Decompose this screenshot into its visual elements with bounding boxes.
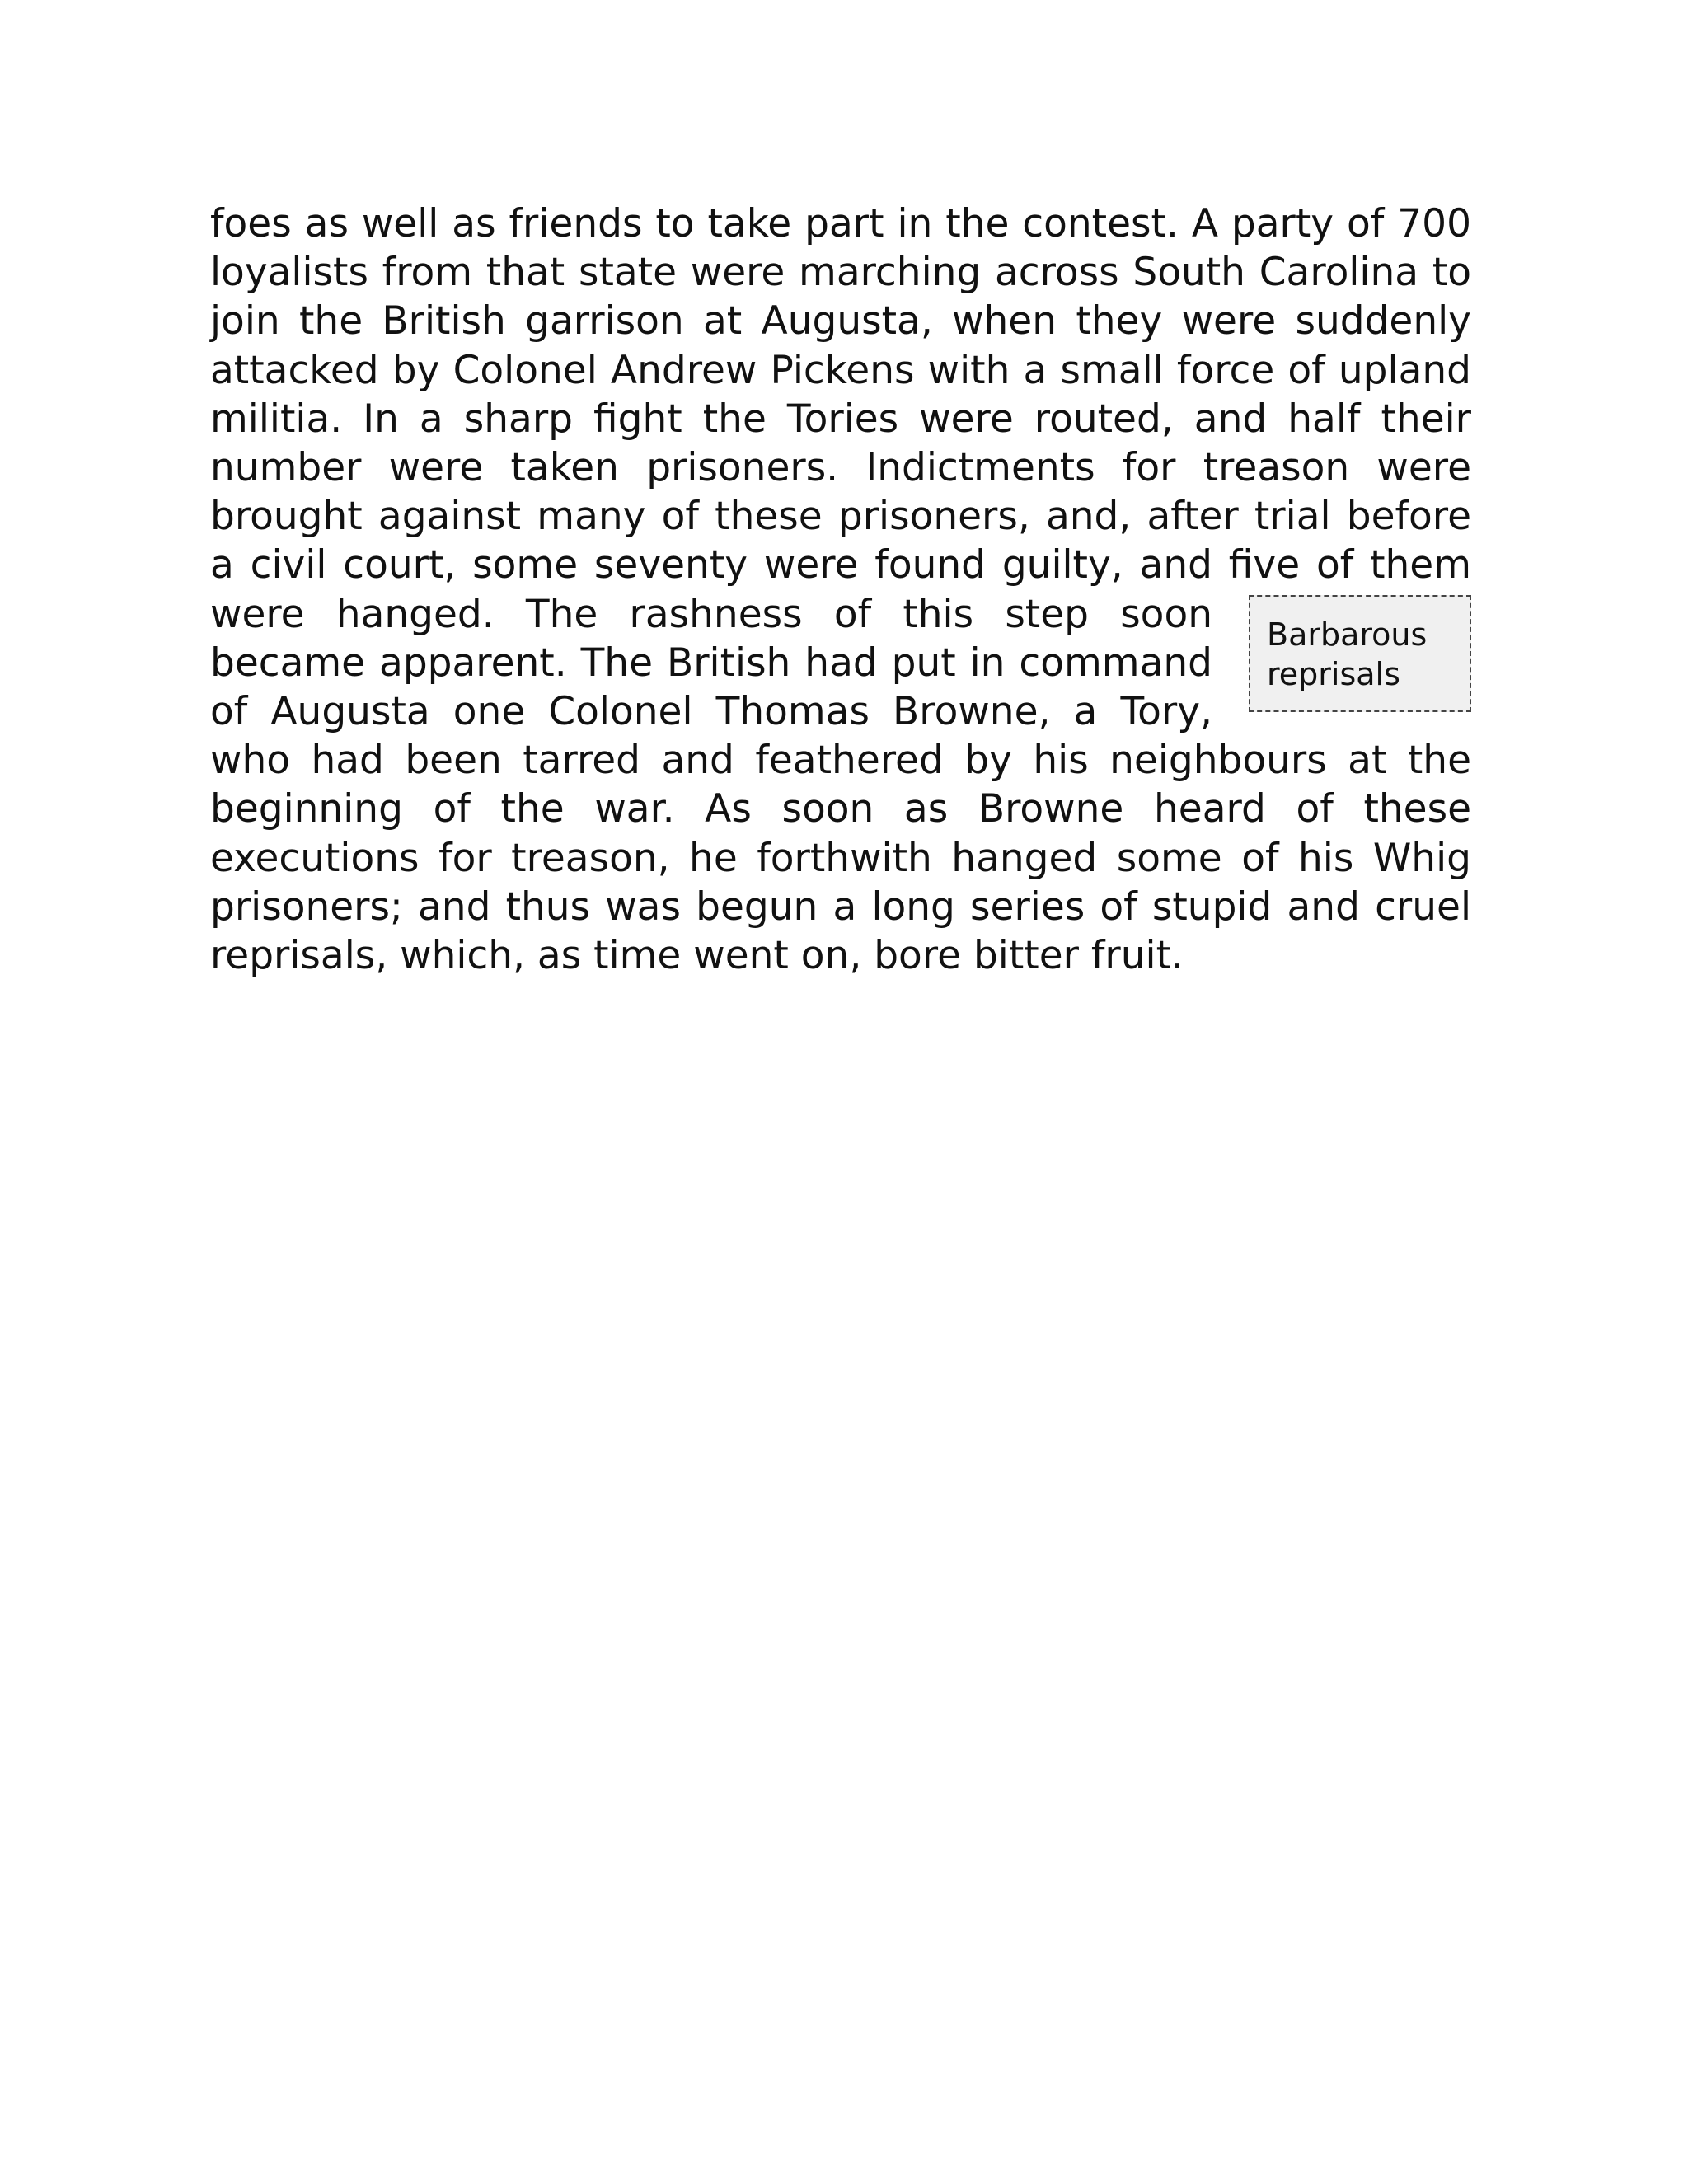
- paragraph-text-part2: this step soon became apparent. The British had put in command of Augusta one Colonel Thomas Browne, a Tory, who had been tarred and feathered by his neighbours at the beginning of the war. As soon as Browne heard of these executions for treason, he forthwith hanged some of his Whig prisoners; and thus was begun a long series of stupid and cruel reprisals, which, as time went on, bore bitter fruit.: [210, 591, 1471, 979]
- body-paragraph: [210, 199, 1471, 980]
- margin-note-line2: reprisals: [1267, 655, 1400, 692]
- margin-note: [1249, 595, 1471, 712]
- margin-note-line1: Barbarous: [1267, 616, 1428, 653]
- paragraph-text-part1: foes as well as friends to take part in the contest. A party of 700 loyalists from that state were marching across South Carolina to join the British garrison at Augusta, when they were suddenly attacked by Colonel Andrew Pickens with a small force of upland militia. In a sharp fight the Tories were routed, and half their number were taken prisoners. Indictments for treason were brought against many of these prisoners, and, after trial before a civil court, some seventy were found guilty, and five of them were hanged. The rashness of: [210, 201, 1471, 637]
